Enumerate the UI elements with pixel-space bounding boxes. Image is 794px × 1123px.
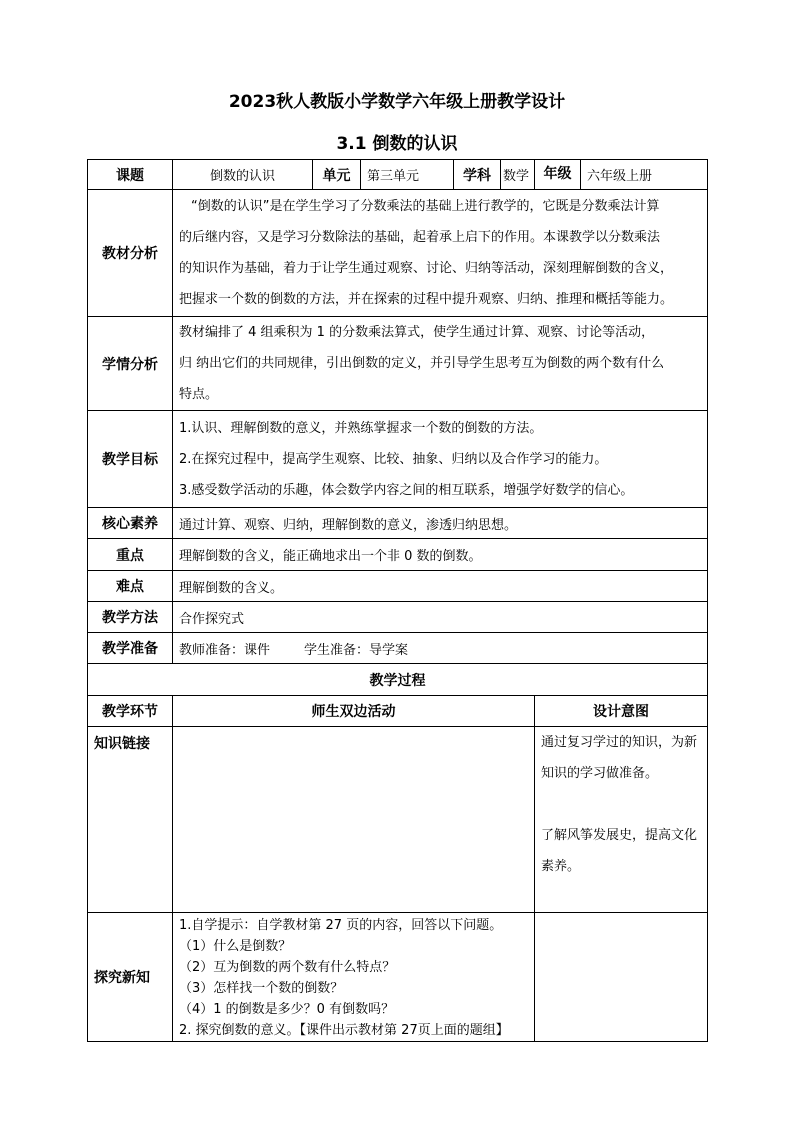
stage-column-header: 教学环节: [88, 696, 173, 727]
activity-column-header: 师生双边活动: [173, 696, 535, 727]
stage-explore: 探究新知: [88, 913, 173, 1042]
text-line: 教材编排了 4 组乘积为 1 的分数乘法算式，使学生通过计算、观察、讨论等活动，: [179, 325, 655, 340]
text-line: “倒数的认识”是在学生学习了分数乘法的基础上进行教学的，它既是分数乘法计算: [191, 199, 660, 214]
topic-value: 倒数的认识: [173, 160, 313, 190]
method-label: 教学方法: [88, 602, 173, 633]
material-analysis-row: [88, 190, 708, 317]
process-heading: 教学过程: [88, 664, 708, 696]
key-point-text: 理解倒数的含义，能正确地求出一个非 0 数的倒数。: [173, 539, 708, 571]
intent-column-header: 设计意图: [535, 696, 708, 727]
process-heading-row: [88, 664, 708, 696]
preparation-label: 教学准备: [88, 633, 173, 664]
unit-value: 第三单元: [361, 160, 454, 190]
lesson-title: 3.1 倒数的认识: [336, 134, 458, 154]
key-point-row: [88, 539, 708, 571]
text-line: 的知识作为基础，着力于让学生通过观察、讨论、归纳等活动，深刻理解倒数的含义，: [179, 261, 674, 276]
difficulty-label: 难点: [88, 571, 173, 602]
subject-label: 学科: [454, 160, 501, 190]
process-row-explore: [88, 913, 708, 1042]
process-header-row: [88, 696, 708, 727]
activity-cell: [173, 727, 535, 913]
activity-line: 2. 探究倒数的意义。【课件出示教材第 27页上面的题组】: [179, 1023, 509, 1038]
process-row-knowledge-link: [88, 727, 708, 913]
goals-label: 教学目标: [88, 411, 173, 508]
text-line: 把握求一个数的倒数的方法，并在探索的过程中提升观察、归纳、推理和概括等能力。: [179, 292, 674, 307]
grade-label: 年级: [535, 160, 581, 189]
goals-row: [88, 411, 708, 508]
student-analysis-row: [88, 317, 708, 411]
intent-line: [541, 789, 701, 820]
preparation-row: [88, 633, 708, 664]
grade-value: 六年级上册: [587, 169, 653, 184]
document-title: 2023秋人教版小学数学六年级上册教学设计: [228, 92, 566, 112]
text-line: 归 纳出它们的共同规律，引出倒数的定义，并引导学生思考互为倒数的两个数有什么: [179, 356, 665, 371]
difficulty-text: 理解倒数的含义。: [173, 571, 708, 602]
preparation-text: [173, 633, 708, 664]
intent-cell: [535, 727, 708, 913]
student-analysis-label: 学情分析: [88, 317, 173, 411]
key-point-label: 重点: [88, 539, 173, 571]
intent-line: 了解风筝发展史，提高文化: [541, 828, 698, 843]
core-literacy-text: 通过计算、观察、归纳，理解倒数的意义，渗透归纳思想。: [173, 508, 708, 539]
core-literacy-row: [88, 508, 708, 539]
intent-line: 通过复习学过的知识，为新: [541, 735, 698, 750]
student-preparation: 学生准备：导学案: [304, 642, 409, 658]
student-analysis-text: [173, 317, 708, 411]
topic-label: 课题: [88, 160, 173, 190]
grade-cell: [535, 160, 708, 190]
text-line: 的后继内容，又是学习分数除法的基础，起着承上启下的作用。本课教学以分数乘法: [179, 230, 661, 245]
lesson-plan-table: [87, 159, 708, 1042]
method-text: 合作探究式: [173, 602, 708, 633]
activity-line: （4）1 的倒数是多少？0 有倒数吗？: [179, 1002, 395, 1017]
activity-line: （1）什么是倒数？: [179, 939, 292, 954]
intent-line: 知识的学习做准备。: [541, 766, 659, 781]
material-analysis-label: 教材分析: [88, 190, 173, 317]
stage-knowledge-link: 知识链接: [88, 727, 173, 913]
activity-line: 1.自学提示：自学教材第 27 页的内容，回答以下问题。: [179, 918, 503, 933]
core-literacy-label: 核心素养: [88, 508, 173, 539]
goal-item: 2.在探究过程中，提高学生观察、比较、抽象、归纳以及合作学习的能力。: [179, 451, 608, 467]
info-row: [88, 160, 708, 190]
text-line: 特点。: [179, 387, 219, 402]
subject-value: 数学: [501, 160, 535, 190]
intent-line: 素养。: [541, 859, 581, 874]
activity-line: （3）怎样找一个数的倒数？: [179, 981, 344, 996]
goal-item: 1.认识、理解倒数的意义，并熟练掌握求一个数的倒数的方法。: [179, 420, 543, 436]
difficulty-row: [88, 571, 708, 602]
teacher-preparation: 教师准备：课件: [179, 642, 271, 658]
method-row: [88, 602, 708, 633]
material-analysis-text: [173, 190, 708, 317]
goals-list: [173, 411, 708, 508]
intent-cell: [535, 913, 708, 1042]
unit-label: 单元: [313, 160, 361, 190]
activity-cell: [173, 913, 535, 1042]
goal-item: 3.感受数学活动的乐趣，体会数学内容之间的相互联系，增强学好数学的信心。: [179, 482, 634, 498]
activity-line: （2）互为倒数的两个数有什么特点？: [179, 960, 396, 975]
